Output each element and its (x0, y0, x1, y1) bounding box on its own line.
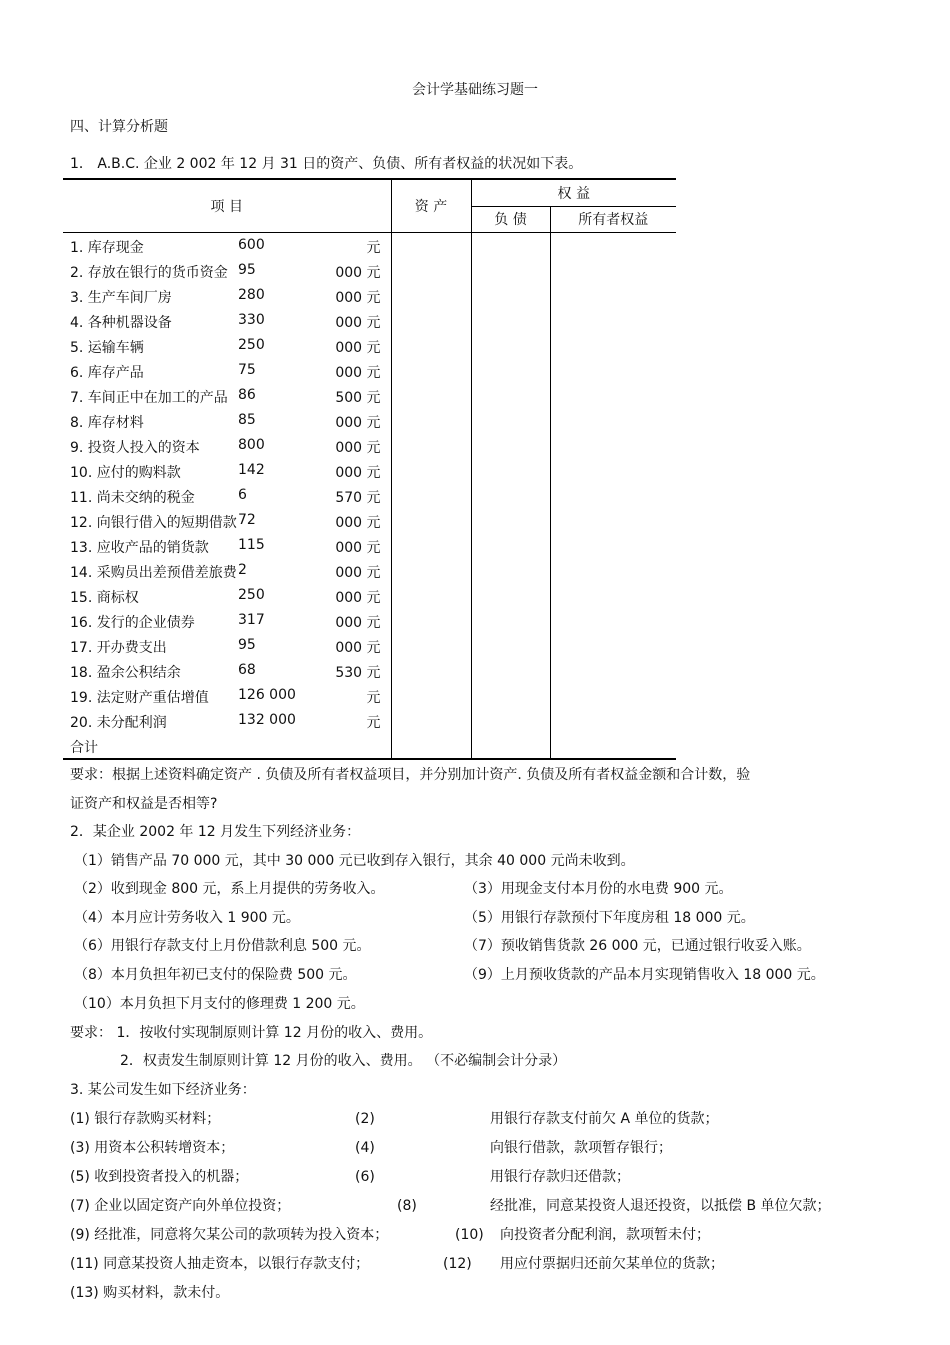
asset-cell (391, 333, 471, 358)
liability-cell (471, 608, 550, 633)
section-heading: 四、计算分析题 (70, 119, 168, 135)
table-row (63, 383, 676, 408)
liability-cell (471, 408, 550, 433)
table-row (63, 233, 676, 259)
asset-cell (391, 608, 471, 633)
owner-equity-cell (550, 683, 676, 708)
q2-requirement-1: 要求： 1．按收付实现制原则计算 12 月份的收入、费用。 (70, 1025, 433, 1041)
liability-cell (471, 558, 550, 583)
row-amount: 142 (238, 462, 265, 478)
q3-item-right: 用应付票据归还前欠某单位的货款； (500, 1256, 724, 1272)
q2-requirement-2: 2．权责发生制原则计算 12 月份的收入、费用。 （不必编制会计分录） (120, 1053, 567, 1069)
table-row (63, 458, 676, 483)
row-unit: 元 (366, 690, 381, 706)
row-amount: 280 (238, 287, 265, 303)
table-row (63, 533, 676, 558)
row-unit: 000 元 (335, 265, 381, 281)
row-label: 9. 投资人投入的资本 (70, 440, 200, 456)
asset-cell (391, 583, 471, 608)
q3-item-right: 向银行借款，款项暂存银行； (490, 1140, 672, 1156)
balance-table (63, 178, 676, 760)
row-amount: 250 (238, 587, 265, 603)
row-amount: 132 000 (238, 712, 296, 728)
row-amount: 2 (238, 562, 247, 578)
owner-equity-cell (550, 633, 676, 658)
q2-item-6: （6）用银行存款支付上月份借款利息 500 元。 (74, 938, 371, 954)
owner-equity-cell (550, 408, 676, 433)
table-row (63, 683, 676, 708)
q3-item-left: (3) 用资本公积转增资本； (70, 1140, 235, 1156)
owner-equity-cell (550, 558, 676, 583)
q3-item-number: (12) (443, 1256, 472, 1272)
liability-cell (471, 283, 550, 308)
table-row (63, 283, 676, 308)
liability-cell (471, 658, 550, 683)
row-amount: 317 (238, 612, 265, 628)
row-unit: 000 元 (335, 590, 381, 606)
asset-cell (391, 508, 471, 533)
row-unit: 元 (366, 240, 381, 256)
q3-item-number: (8) (397, 1198, 417, 1214)
asset-cell (391, 358, 471, 383)
q2-item-1: （1）销售产品 70 000 元，其中 30 000 元已收到存入银行，其余 40 000 元尚未收到。 (74, 853, 635, 869)
row-unit: 000 元 (335, 440, 381, 456)
asset-cell (391, 308, 471, 333)
asset-cell (391, 433, 471, 458)
liability-cell (471, 683, 550, 708)
table-row (63, 708, 676, 733)
liability-cell (471, 358, 550, 383)
table-row (63, 608, 676, 633)
owner-equity-cell (550, 458, 676, 483)
q2-item-5: （5）用银行存款预付下年度房租 18 000 元。 (464, 910, 755, 926)
q2-item-3: （3）用现金支付本月份的水电费 900 元。 (464, 881, 733, 897)
row-label: 17. 开办费支出 (70, 640, 167, 656)
q3-item-left: (9) 经批准，同意将欠某公司的款项转为投入资本； (70, 1227, 389, 1243)
q3-item-right: 向投资者分配利润，款项暂未付； (500, 1227, 710, 1243)
row-amount: 72 (238, 512, 256, 528)
liability-cell (471, 333, 550, 358)
row-unit: 000 元 (335, 640, 381, 656)
liability-cell (471, 483, 550, 508)
table-body (63, 233, 676, 760)
row-label: 11. 尚未交纳的税金 (70, 490, 195, 506)
asset-cell (391, 733, 471, 759)
table-row (63, 558, 676, 583)
owner-equity-cell (550, 733, 676, 759)
row-unit: 000 元 (335, 315, 381, 331)
owner-equity-cell (550, 433, 676, 458)
row-label: 6. 库存产品 (70, 365, 144, 381)
owner-equity-cell (550, 258, 676, 283)
q1-requirement-line1: 要求：根据上述资料确定资产 . 负债及所有者权益项目，并分别加计资产. 负债及所有者权益金额和合计数，验 (70, 767, 751, 783)
q1-intro: 1． A.B.C. 企业 2 002 年 12 月 31 日的资产、负债、所有者权益的状况如下表。 (70, 156, 583, 172)
row-amount: 95 (238, 262, 256, 278)
q3-item-left: (7) 企业以固定资产向外单位投资； (70, 1198, 291, 1214)
owner-equity-cell (550, 483, 676, 508)
row-label: 16. 发行的企业债券 (70, 615, 195, 631)
asset-cell (391, 658, 471, 683)
row-unit: 000 元 (335, 465, 381, 481)
row-unit: 000 元 (335, 290, 381, 306)
owner-equity-cell (550, 608, 676, 633)
liability-cell (471, 533, 550, 558)
q3-item-left: (11) 同意某投资人抽走资本，以银行存款支付； (70, 1256, 370, 1272)
owner-equity-cell (550, 583, 676, 608)
liability-cell (471, 633, 550, 658)
q2-item-8: （8）本月负担年初已支付的保险费 500 元。 (74, 967, 357, 983)
q3-item-left: (13) 购买材料，款未付。 (70, 1285, 230, 1301)
owner-equity-cell (550, 708, 676, 733)
col-liab-header: 负 债 (471, 206, 550, 233)
row-label: 14. 采购员出差预借差旅费 (70, 565, 237, 581)
col-equity-header: 权 益 (471, 179, 676, 206)
owner-equity-cell (550, 358, 676, 383)
liability-cell (471, 708, 550, 733)
table-row (63, 633, 676, 658)
row-unit: 000 元 (335, 540, 381, 556)
col-owner-header: 所有者权益 (550, 206, 676, 233)
row-label: 3. 生产车间厂房 (70, 290, 172, 306)
row-unit: 元 (366, 715, 381, 731)
row-label: 合计 (70, 740, 98, 756)
row-label: 1. 库存现金 (70, 240, 144, 256)
asset-cell (391, 683, 471, 708)
col-asset-header: 资 产 (391, 179, 471, 233)
q2-item-4: （4）本月应计劳务收入 1 900 元。 (74, 910, 300, 926)
row-unit: 000 元 (335, 615, 381, 631)
owner-equity-cell (550, 233, 676, 259)
row-unit: 530 元 (335, 665, 381, 681)
q3-item-right: 用银行存款归还借款； (490, 1169, 630, 1185)
row-label: 10. 应付的购料款 (70, 465, 181, 481)
owner-equity-cell (550, 283, 676, 308)
q3-item-left: (5) 收到投资者投入的机器； (70, 1169, 249, 1185)
table-row (63, 583, 676, 608)
q3-item-number: (2) (355, 1111, 375, 1127)
table-row (63, 733, 676, 759)
liability-cell (471, 583, 550, 608)
row-unit: 000 元 (335, 365, 381, 381)
table-row (63, 483, 676, 508)
row-label: 4. 各种机器设备 (70, 315, 172, 331)
liability-cell (471, 433, 550, 458)
asset-cell (391, 708, 471, 733)
row-amount: 86 (238, 387, 256, 403)
row-unit: 000 元 (335, 565, 381, 581)
liability-cell (471, 508, 550, 533)
q3-item-left: (1) 银行存款购买材料； (70, 1111, 221, 1127)
row-label: 8. 库存材料 (70, 415, 144, 431)
asset-cell (391, 458, 471, 483)
q3-item-right: 用银行存款支付前欠 A 单位的货款； (490, 1111, 719, 1127)
row-label: 2. 存放在银行的货币资金 (70, 265, 228, 281)
page-title: 会计学基础练习题一 (412, 82, 538, 98)
asset-cell (391, 383, 471, 408)
owner-equity-cell (550, 533, 676, 558)
row-amount: 68 (238, 662, 256, 678)
row-amount: 75 (238, 362, 256, 378)
table-row (63, 333, 676, 358)
row-label: 7. 车间正中在加工的产品 (70, 390, 228, 406)
row-label: 13. 应收产品的销货款 (70, 540, 209, 556)
table-row (63, 258, 676, 283)
asset-cell (391, 633, 471, 658)
q3-item-number: (10) (455, 1227, 484, 1243)
row-amount: 800 (238, 437, 265, 453)
row-unit: 570 元 (335, 490, 381, 506)
table-row (63, 508, 676, 533)
row-amount: 6 (238, 487, 247, 503)
table-row (63, 658, 676, 683)
row-amount: 115 (238, 537, 265, 553)
row-label: 12. 向银行借入的短期借款 (70, 515, 237, 531)
col-item-header: 项 目 (63, 179, 391, 233)
asset-cell (391, 558, 471, 583)
q2-item-7: （7）预收销售货款 26 000 元，已通过银行收妥入账。 (464, 938, 811, 954)
table-row (63, 358, 676, 383)
row-unit: 000 元 (335, 515, 381, 531)
asset-cell (391, 408, 471, 433)
row-amount: 85 (238, 412, 256, 428)
asset-cell (391, 483, 471, 508)
table-row (63, 308, 676, 333)
row-unit: 500 元 (335, 390, 381, 406)
asset-cell (391, 283, 471, 308)
q2-item-10: （10）本月负担下月支付的修理费 1 200 元。 (74, 996, 365, 1012)
owner-equity-cell (550, 308, 676, 333)
liability-cell (471, 733, 550, 759)
row-label: 5. 运输车辆 (70, 340, 144, 356)
row-amount: 250 (238, 337, 265, 353)
asset-cell (391, 258, 471, 283)
q1-requirement-line2: 证资产和权益是否相等? (70, 796, 218, 812)
liability-cell (471, 383, 550, 408)
row-label: 19. 法定财产重估增值 (70, 690, 209, 706)
q3-item-right: 经批准，同意某投资人退还投资，以抵偿 B 单位欠款； (490, 1198, 831, 1214)
q3-intro: 3. 某公司发生如下经济业务： (70, 1082, 256, 1098)
row-label: 20. 未分配利润 (70, 715, 167, 731)
liability-cell (471, 233, 550, 259)
table-row (63, 408, 676, 433)
row-amount: 330 (238, 312, 265, 328)
q2-intro: 2．某企业 2002 年 12 月发生下列经济业务： (70, 824, 361, 840)
owner-equity-cell (550, 508, 676, 533)
row-unit: 000 元 (335, 340, 381, 356)
liability-cell (471, 458, 550, 483)
owner-equity-cell (550, 383, 676, 408)
row-amount: 126 000 (238, 687, 296, 703)
owner-equity-cell (550, 333, 676, 358)
liability-cell (471, 308, 550, 333)
q3-item-number: (6) (355, 1169, 375, 1185)
owner-equity-cell (550, 658, 676, 683)
row-unit: 000 元 (335, 415, 381, 431)
row-amount: 600 (238, 237, 265, 253)
row-label: 15. 商标权 (70, 590, 139, 606)
row-label: 18. 盈余公积结余 (70, 665, 181, 681)
table-row (63, 433, 676, 458)
liability-cell (471, 258, 550, 283)
q3-item-number: (4) (355, 1140, 375, 1156)
q2-item-9: （9）上月预收货款的产品本月实现销售收入 18 000 元。 (464, 967, 825, 983)
asset-cell (391, 233, 471, 259)
row-amount: 95 (238, 637, 256, 653)
q2-item-2: （2）收到现金 800 元，系上月提供的劳务收入。 (74, 881, 385, 897)
asset-cell (391, 533, 471, 558)
